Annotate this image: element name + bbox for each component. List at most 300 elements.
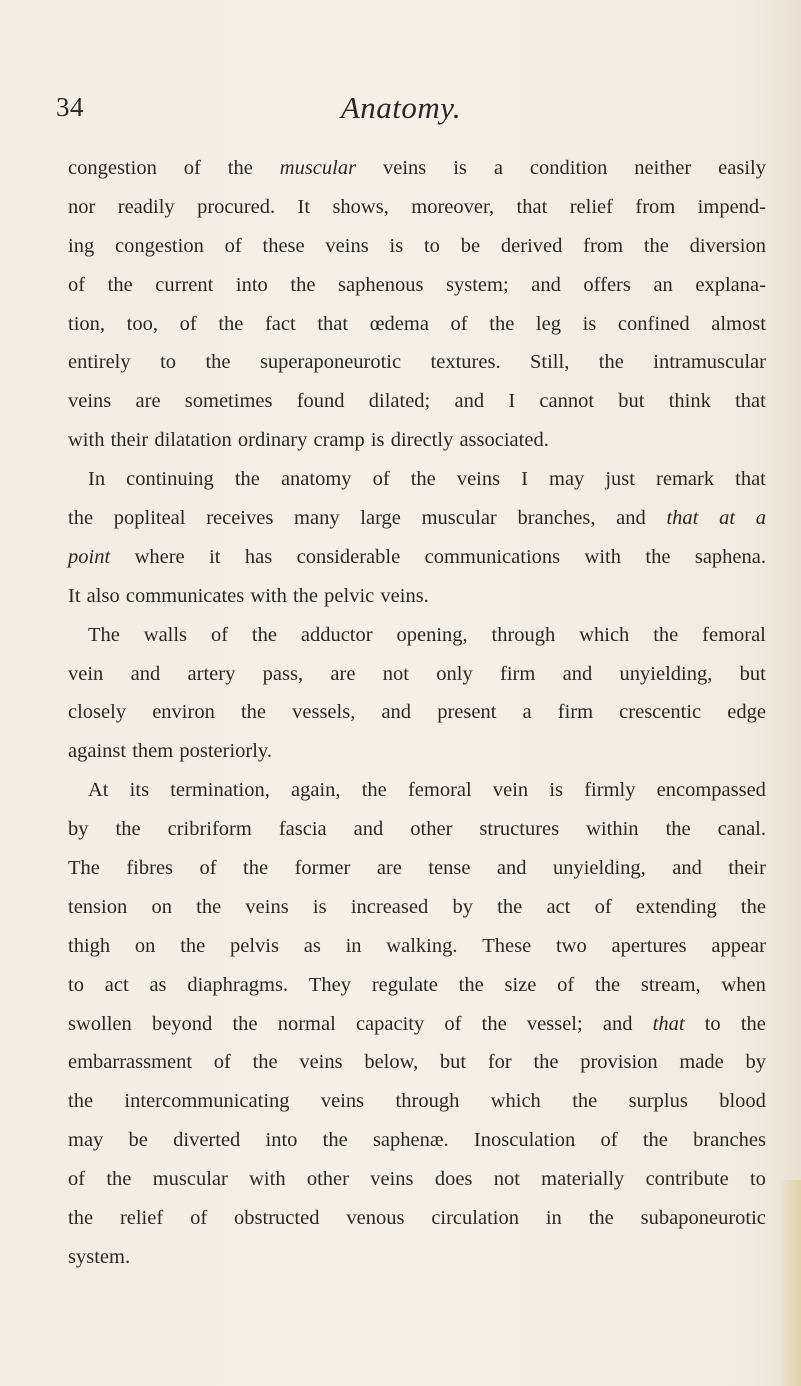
word: for (487, 1051, 512, 1074)
word: femoral (702, 623, 766, 646)
word: At (88, 779, 109, 802)
text-line (68, 538, 766, 577)
text-line (68, 460, 766, 499)
word: superaponeurotic (259, 351, 402, 374)
word: be (128, 1129, 148, 1152)
italic-word: muscular (279, 157, 357, 179)
word: the (740, 1012, 766, 1035)
word: to (423, 234, 440, 257)
word: large (360, 507, 401, 530)
word: and (496, 857, 527, 880)
word: but (618, 390, 645, 413)
word: the (251, 623, 277, 646)
word: to (704, 1012, 721, 1035)
word: system. (68, 1245, 131, 1268)
word: subaponeurotic (640, 1207, 766, 1230)
word: may (68, 1129, 104, 1152)
word: termination, (170, 779, 270, 802)
word: where (134, 545, 185, 568)
word: intramuscular (653, 351, 766, 374)
word: is (389, 234, 404, 257)
word: firmly (584, 779, 636, 802)
word: the (107, 273, 133, 296)
word: the (653, 623, 679, 646)
word: tension (68, 895, 128, 918)
word: normal (277, 1012, 336, 1035)
word: the (205, 351, 231, 374)
word: swollen (68, 1012, 132, 1035)
word: the (322, 1129, 348, 1152)
word: the (240, 701, 266, 724)
word: diaphragms. (187, 973, 289, 996)
word: of (210, 623, 229, 646)
word: with (584, 545, 621, 568)
word: continuing (126, 468, 214, 491)
word: of (183, 157, 201, 179)
word: They (308, 973, 352, 996)
word: of (199, 857, 217, 880)
word: of (190, 1207, 208, 1230)
word: of (557, 973, 575, 996)
word: vessels, (292, 701, 356, 724)
word: pelvis (230, 934, 279, 957)
text-line (68, 421, 766, 460)
word: easily (718, 157, 766, 179)
word: it (209, 545, 221, 568)
word: veins (325, 234, 369, 257)
word: the (68, 1090, 94, 1113)
word: adductor (300, 623, 373, 646)
word: directly (390, 429, 454, 452)
text-line (68, 966, 766, 1005)
word: by (745, 1051, 766, 1074)
text-line (68, 927, 766, 966)
word: of (224, 234, 242, 257)
italic-word: that (666, 507, 699, 530)
word: diverted (173, 1129, 241, 1152)
word: firm (500, 662, 536, 685)
word: the (292, 584, 319, 607)
word: the (218, 312, 244, 335)
word: to (160, 351, 177, 374)
word: to (68, 973, 84, 996)
text-line (68, 732, 766, 771)
word: only (436, 662, 473, 685)
word: almost (711, 312, 766, 335)
word: which (490, 1090, 541, 1113)
word: the (533, 1051, 559, 1074)
word: canal. (717, 818, 766, 841)
word: not (493, 1168, 520, 1191)
word: venous (346, 1207, 405, 1230)
word: communications (424, 545, 561, 568)
word: size (504, 973, 537, 996)
word: too, (126, 312, 158, 335)
word: against (68, 740, 127, 763)
word: the (598, 351, 624, 374)
word: derived (500, 234, 563, 257)
text-line (68, 810, 766, 849)
word: its (129, 779, 150, 802)
text-line (68, 616, 766, 655)
word: It (68, 584, 81, 607)
word: with (68, 429, 105, 452)
word: textures. (430, 351, 501, 374)
text-line (68, 1121, 766, 1160)
word: as (149, 973, 167, 996)
word: are (135, 390, 161, 413)
word: relief (569, 195, 613, 218)
word: congestion (68, 157, 157, 179)
word: current (155, 273, 214, 296)
text-line (68, 577, 766, 616)
word: posteriorly. (179, 740, 272, 763)
word: blood (719, 1090, 766, 1113)
word: Still, (530, 351, 570, 374)
word: condition (529, 157, 608, 179)
word: veins (456, 468, 501, 491)
word: does (434, 1168, 473, 1191)
word: are (330, 662, 356, 685)
word: congestion (115, 234, 204, 257)
word: Inosculation (473, 1129, 576, 1152)
word: anatomy (280, 468, 352, 491)
word: into (235, 273, 268, 296)
word: intercommunicating (124, 1090, 290, 1113)
word: may (549, 468, 585, 491)
word: and (454, 390, 485, 413)
word: made (679, 1051, 724, 1074)
word: moreover, (411, 195, 495, 218)
word: an (653, 273, 673, 296)
word: The (88, 623, 120, 646)
word: that (735, 390, 766, 413)
word: considerable (296, 545, 401, 568)
word: closely (68, 701, 127, 724)
word: the (643, 234, 669, 257)
word: the (227, 157, 253, 179)
word: just (605, 468, 635, 491)
word: tion, (68, 312, 106, 335)
word: veins (245, 895, 289, 918)
word: œdema (369, 312, 429, 335)
word: apertures (611, 934, 687, 957)
word: with (250, 584, 287, 607)
word: crescentic (619, 701, 702, 724)
word: I (521, 468, 528, 491)
text-line (68, 1082, 766, 1121)
running-title: Anatomy. (340, 90, 462, 125)
word: and (130, 662, 161, 685)
word: dilatation (154, 429, 232, 452)
word: capacity (355, 1012, 425, 1035)
word: former (294, 857, 351, 880)
word: to (749, 1168, 766, 1191)
word: system; (446, 273, 509, 296)
word: their (110, 429, 149, 452)
word: present (437, 701, 497, 724)
word: of (594, 895, 612, 918)
word: of (444, 1012, 462, 1035)
word: unyielding, (552, 857, 646, 880)
word: cannot (539, 390, 595, 413)
word: also (86, 584, 120, 607)
text-line (68, 499, 766, 538)
word: the (595, 973, 621, 996)
word: which (579, 623, 630, 646)
word: the (645, 545, 671, 568)
text-line (68, 266, 766, 305)
word: that (735, 468, 766, 491)
word: two (555, 934, 587, 957)
word: veins (68, 390, 112, 413)
word: fact (264, 312, 296, 335)
word: beyond (151, 1012, 213, 1035)
word: pass, (262, 662, 304, 685)
word: readily (117, 195, 175, 218)
text-line (68, 1199, 766, 1238)
word: remark (656, 468, 715, 491)
word: veins. (380, 584, 429, 607)
word: nor (68, 195, 96, 218)
word: is (582, 312, 597, 335)
word: the (68, 1207, 94, 1230)
word: appear (711, 934, 766, 957)
word: In (88, 468, 106, 491)
word: the (588, 1207, 614, 1230)
word: act (104, 973, 129, 996)
word: walls (143, 623, 188, 646)
text-line (68, 771, 766, 810)
word: the (68, 507, 94, 530)
word: their (728, 857, 766, 880)
word: and (531, 273, 561, 296)
word: veins (320, 1090, 365, 1113)
word: popliteal (113, 507, 186, 530)
word: ing (68, 234, 95, 257)
word: found (296, 390, 345, 413)
text-line (68, 1160, 766, 1199)
word: thigh (68, 934, 111, 957)
word: encompassed (656, 779, 766, 802)
word: receives (206, 507, 274, 530)
word: unyielding, (619, 662, 713, 685)
word: diversion (689, 234, 766, 257)
word: opening, (396, 623, 468, 646)
word: of (68, 273, 86, 296)
word: the (232, 1012, 258, 1035)
word: veins (299, 1051, 343, 1074)
word: and (381, 701, 412, 724)
word: is (453, 157, 467, 179)
word: act (546, 895, 571, 918)
word: structures (479, 818, 560, 841)
text-line (68, 655, 766, 694)
word: is (312, 895, 327, 918)
word: with (249, 1168, 286, 1191)
word: leg (535, 312, 561, 335)
word: is (370, 429, 385, 452)
word: procured. (197, 195, 276, 218)
word: a (493, 157, 503, 179)
word: and (616, 507, 646, 530)
word: that (317, 312, 349, 335)
word: by (452, 895, 473, 918)
word: ordinary (237, 429, 308, 452)
italic-word: at (719, 507, 736, 530)
word: a (522, 701, 532, 724)
word: pelvic (324, 584, 375, 607)
word: the (115, 818, 141, 841)
word: It (297, 195, 311, 218)
word: vein (68, 662, 104, 685)
word: and (672, 857, 702, 880)
word: offers (583, 273, 631, 296)
word: I (508, 390, 516, 413)
word: surplus (628, 1090, 688, 1113)
text-line (68, 305, 766, 344)
page-number: 34 (56, 92, 84, 122)
word: when (721, 973, 766, 996)
word: has (244, 545, 273, 568)
body-text (68, 149, 766, 1277)
word: from (635, 195, 676, 218)
word: of (450, 312, 468, 335)
word: veins (370, 1168, 414, 1191)
word: and (562, 662, 593, 685)
word: the (740, 895, 766, 918)
word: cramp (313, 429, 365, 452)
word: the (180, 934, 206, 957)
word: stream, (640, 973, 701, 996)
word: through (395, 1090, 460, 1113)
word: the (106, 1168, 132, 1191)
word: circulation (431, 1207, 519, 1230)
word: entirely (68, 351, 131, 374)
word: of (68, 1168, 86, 1191)
word: and (602, 1012, 633, 1035)
page-header (56, 92, 746, 132)
word: on (151, 895, 172, 918)
word: the (361, 779, 387, 802)
word: but (739, 662, 766, 685)
word: vein (492, 779, 529, 802)
italic-word: point (68, 545, 111, 568)
word: the (458, 973, 484, 996)
word: branches (693, 1129, 766, 1152)
word: saphena. (694, 545, 766, 568)
italic-word: that (652, 1012, 685, 1035)
text-line (68, 149, 766, 188)
text-line (68, 382, 766, 421)
text-line (68, 227, 766, 266)
italic-word: a (755, 507, 766, 530)
word: provision (580, 1051, 658, 1074)
word: muscular (421, 507, 497, 530)
word: think (668, 390, 711, 413)
word: of (600, 1129, 618, 1152)
word: on (134, 934, 156, 957)
word: the (642, 1129, 668, 1152)
word: the (572, 1090, 598, 1113)
word: of (179, 312, 197, 335)
word: extending (635, 895, 717, 918)
word: firm (557, 701, 594, 724)
text-line (68, 849, 766, 888)
word: relief (119, 1207, 164, 1230)
word: these (262, 234, 305, 257)
word: edge (727, 701, 766, 724)
word: sometimes (184, 390, 273, 413)
word: are (376, 857, 402, 880)
word: confined (617, 312, 690, 335)
word: regulate (371, 973, 438, 996)
word: neither (634, 157, 692, 179)
word: within (586, 818, 639, 841)
word: cribriform (167, 818, 252, 841)
word: of (372, 468, 390, 491)
word: fascia (278, 818, 327, 841)
word: and (353, 818, 384, 841)
word: again, (291, 779, 341, 802)
word: impend- (697, 195, 766, 218)
word: into (265, 1129, 298, 1152)
word: tense (428, 857, 471, 880)
word: contribute (645, 1168, 729, 1191)
word: These (482, 934, 532, 957)
word: the (497, 895, 523, 918)
word: not (382, 662, 409, 685)
word: environ (152, 701, 215, 724)
word: of (213, 1051, 231, 1074)
text-line (68, 1005, 766, 1044)
word: below, (364, 1051, 419, 1074)
text-line (68, 1238, 766, 1277)
word: the (481, 1012, 507, 1035)
word: other (306, 1168, 349, 1191)
word: the (243, 857, 269, 880)
word: embarrassment (68, 1051, 193, 1074)
word: the (410, 468, 436, 491)
text-line (68, 188, 766, 227)
text-line (68, 693, 766, 732)
word: femoral (407, 779, 472, 802)
word: the (234, 468, 260, 491)
word: them (132, 740, 174, 763)
word: the (665, 818, 691, 841)
word: many (294, 507, 340, 530)
word: in (545, 1207, 562, 1230)
word: associated. (459, 429, 549, 452)
word: the (252, 1051, 278, 1074)
word: The (68, 857, 100, 880)
word: materially (541, 1168, 625, 1191)
word: in (345, 934, 362, 957)
text-line (68, 888, 766, 927)
word: saphenæ. (372, 1129, 449, 1152)
word: be (460, 234, 481, 257)
word: as (303, 934, 321, 957)
word: dilated; (368, 390, 431, 413)
word: walking. (386, 934, 458, 957)
word: obstructed (234, 1207, 320, 1230)
word: from (583, 234, 624, 257)
word: branches, (517, 507, 596, 530)
word: shows, (332, 195, 389, 218)
word: that (516, 195, 548, 218)
word: by (68, 818, 89, 841)
word: is (549, 779, 564, 802)
